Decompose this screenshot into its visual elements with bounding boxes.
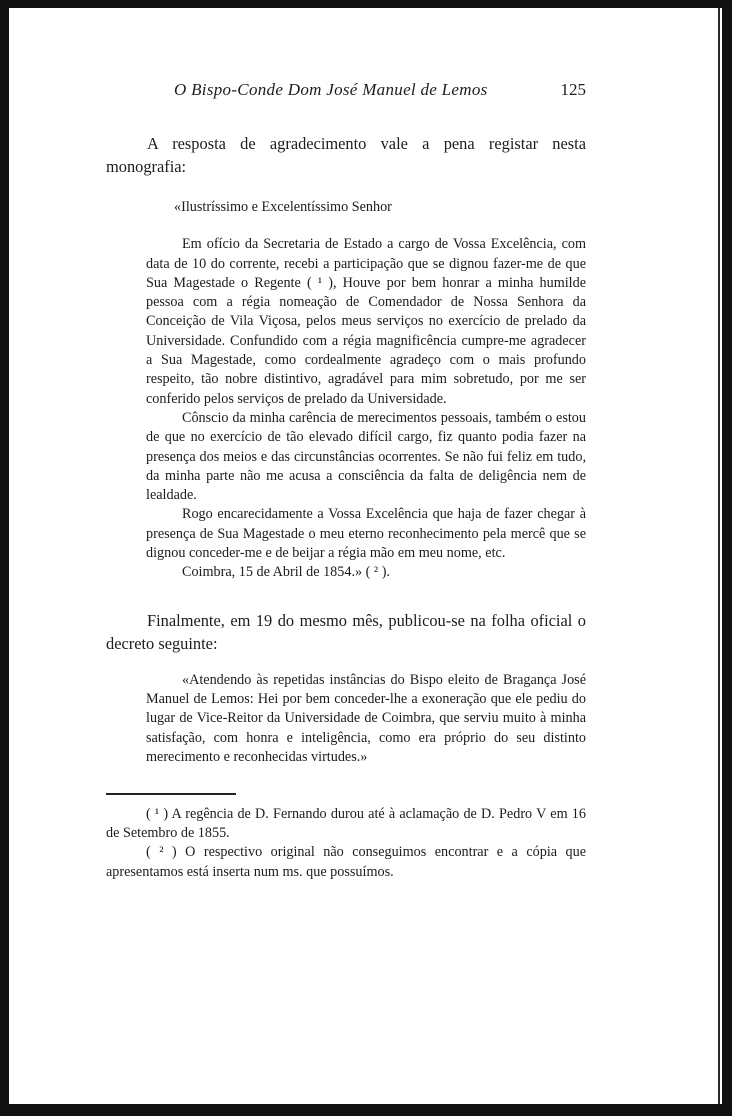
letter-paragraph-text: Em ofício da Secretaria de Estado a cargo de Vossa Excelência, com data de 10 do corrente, recebi a participação que se dignou fazer-me de que Sua Magestade o Regente xyxy=(146,236,586,291)
running-title: O Bispo-Conde Dom José Manuel de Lemos xyxy=(174,80,488,99)
document-page xyxy=(106,80,586,882)
mid-paragraph: Finalmente, em 19 do mesmo mês, publicou-se na folha oficial o decreto seguinte: xyxy=(106,610,586,653)
decree-quote: «Atendendo às repetidas instâncias do Bispo eleito de Bragança José Manuel de Lemos: Hei por bem conceder-lhe a exoneração que ele pediu do lugar de Vice-Reitor da Universidade de Coimbra, que serviu muito à minha satisfação, com honra e inteligência, como era próprio do seu distinto merecimento e reconhecidas virtudes.» xyxy=(146,671,586,765)
page-header xyxy=(106,80,586,108)
letter-paragraph xyxy=(146,235,586,409)
footnote-text: O respectivo original não conseguimos encontrar e a cópia que apresentamos está inserta num ms. que possuímos. xyxy=(106,844,587,880)
letter-paragraph: Cônscio da minha carência de merecimentos pessoais, também o estou de que no exercício de tão elevado difícil cargo, fiz quanto podia fazer na presença dos meios e das circunstâncias ocorrentes. Se não fui feliz em tudo, da minha parte não me acusa a consciência da falta de deligência nem de lealdade. xyxy=(146,409,586,504)
footnote xyxy=(106,843,586,882)
letter-paragraph-text: , Houve por bem honrar a minha humilde pessoa com a régia nomeação de Comendador de Nossa Senhora da Conceição de Vila Viçosa, pelos meus serviços no exercício de prelado da Universidade. Confundido com a régia magnificência cumpre-me agradecer a Sua Magestade, como cordealmente agradeço com o mais profundo respeito, tão nobre distintivo, agradável para mim sobretudo, por me ser conferido pelos serviços de prelado da Universidade. xyxy=(146,274,587,407)
letter-quote xyxy=(146,198,586,583)
page-edge-line xyxy=(718,8,720,1104)
footnote-text: A regência de D. Fernando durou até à aclamação de D. Pedro V em 16 de Setembro de 1855. xyxy=(106,805,586,841)
footnote xyxy=(106,805,586,844)
letter-signature xyxy=(146,563,586,582)
letter-paragraph: Rogo encarecidamente a Vossa Excelência que haja de fazer chegar à presença de Sua Magestade o meu eterno reconhecimento pela mercê que se dignou conceder-me e de beijar a régia mão em meu nome, etc. xyxy=(146,506,586,562)
footnote-mark: ( ¹ ) xyxy=(146,805,169,822)
footnote-mark: ( ² ) xyxy=(146,844,177,861)
footnote-separator xyxy=(106,793,236,795)
footnotes xyxy=(106,805,586,882)
letter-salutation: «Ilustríssimo e Excelentíssimo Senhor xyxy=(174,199,392,215)
intro-paragraph: A resposta de agradecimento vale a pena registar nesta monografia: xyxy=(106,134,586,176)
signature-text: Coimbra, 15 de Abril de 1854.» xyxy=(182,564,363,581)
page-number: 125 xyxy=(560,80,586,99)
footnote-ref-1: ( ¹ ) xyxy=(306,274,333,291)
footnote-ref-2: ( ² ). xyxy=(365,564,390,581)
